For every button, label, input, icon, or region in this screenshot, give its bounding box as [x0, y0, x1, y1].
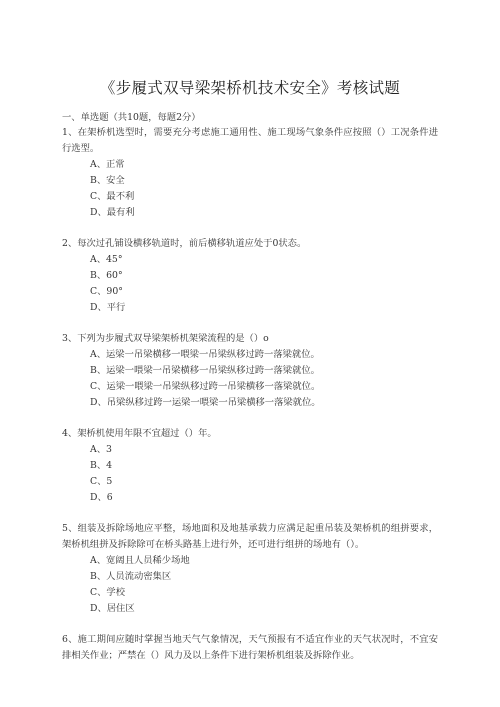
option-c: C、90° — [90, 286, 123, 297]
question-text: 6、施工期间应随时掌握当地天气气象情况，天气预报有不适宜作业的天气状况时，不宜安排相关作业；严禁在（）风力及以上条件下进行架桥机组装及拆除作业。 — [62, 634, 438, 661]
option-d: D、最有利 — [90, 207, 135, 218]
question-4 — [62, 426, 438, 506]
option-list — [62, 553, 438, 617]
question-gap — [62, 221, 438, 236]
question-gap — [62, 617, 438, 632]
option-d: D、6 — [90, 492, 113, 503]
option-b: B、4 — [90, 460, 113, 471]
question-2 — [62, 236, 438, 316]
option-a: A、运梁一吊梁横移一喂梁一吊梁纵移过跨一落梁就位。 — [90, 349, 320, 360]
question-gap — [62, 411, 438, 426]
option-a: A、正常 — [90, 159, 125, 170]
option-d: D、吊梁纵移过跨一运梁一喂梁一吊梁横移一落梁就位。 — [90, 397, 321, 408]
option-d: D、平行 — [90, 302, 126, 313]
question-list — [62, 125, 438, 664]
question-text: 3、下列为步履式双导梁架桥机架梁流程的是（）o — [62, 333, 269, 344]
section-heading: 一、单选题（共10题，每题2分） — [62, 112, 201, 123]
question-gap — [62, 316, 438, 331]
option-a: A、3 — [90, 444, 112, 455]
question-1 — [62, 125, 438, 221]
option-list — [62, 442, 438, 506]
question-text: 1、在架桥机选型时，需要充分考虑施工通用性、施工现场气象条件应按照（）工况条件进行选型。 — [62, 127, 438, 154]
option-b: B、60° — [90, 270, 123, 281]
option-b: B、安全 — [90, 175, 125, 186]
document-title: 《步履式双导梁架桥机技术安全》考核试题 — [99, 79, 401, 97]
option-c: C、最不利 — [90, 191, 135, 202]
option-list — [62, 252, 438, 316]
option-b: B、人员流动密集区 — [90, 571, 172, 582]
option-a: A、宽阔且人员稀少场地 — [90, 555, 190, 566]
question-gap — [62, 506, 438, 521]
question-text: 5、组装及拆除场地应平整，场地面积及地基承载力应满足起重吊装及架桥机的组拼要求，架桥机组拼及拆除除可在桥头路基上进行外，还可进行组拼的场地有（）。 — [62, 523, 438, 550]
question-text: 2、每次过孔铺设横移轨道时，前后横移轨道应处于0状态。 — [62, 238, 307, 249]
question-3 — [62, 331, 438, 411]
option-b: B、运梁一喂梁一吊梁横移一吊梁纵移过跨一落梁就位。 — [90, 365, 320, 376]
option-list — [62, 347, 438, 411]
option-c: C、学校 — [90, 587, 126, 598]
option-c: C、5 — [90, 476, 113, 487]
option-list — [62, 157, 438, 221]
option-c: C、运梁一喂梁一吊梁纵移过跨一吊梁横移一落梁就位。 — [90, 381, 321, 392]
option-d: D、居住区 — [90, 603, 135, 614]
option-a: A、45° — [90, 254, 123, 265]
question-5 — [62, 521, 438, 617]
question-6 — [62, 632, 438, 664]
question-text: 4、架桥机使用年限不宜超过（）年。 — [62, 428, 217, 439]
